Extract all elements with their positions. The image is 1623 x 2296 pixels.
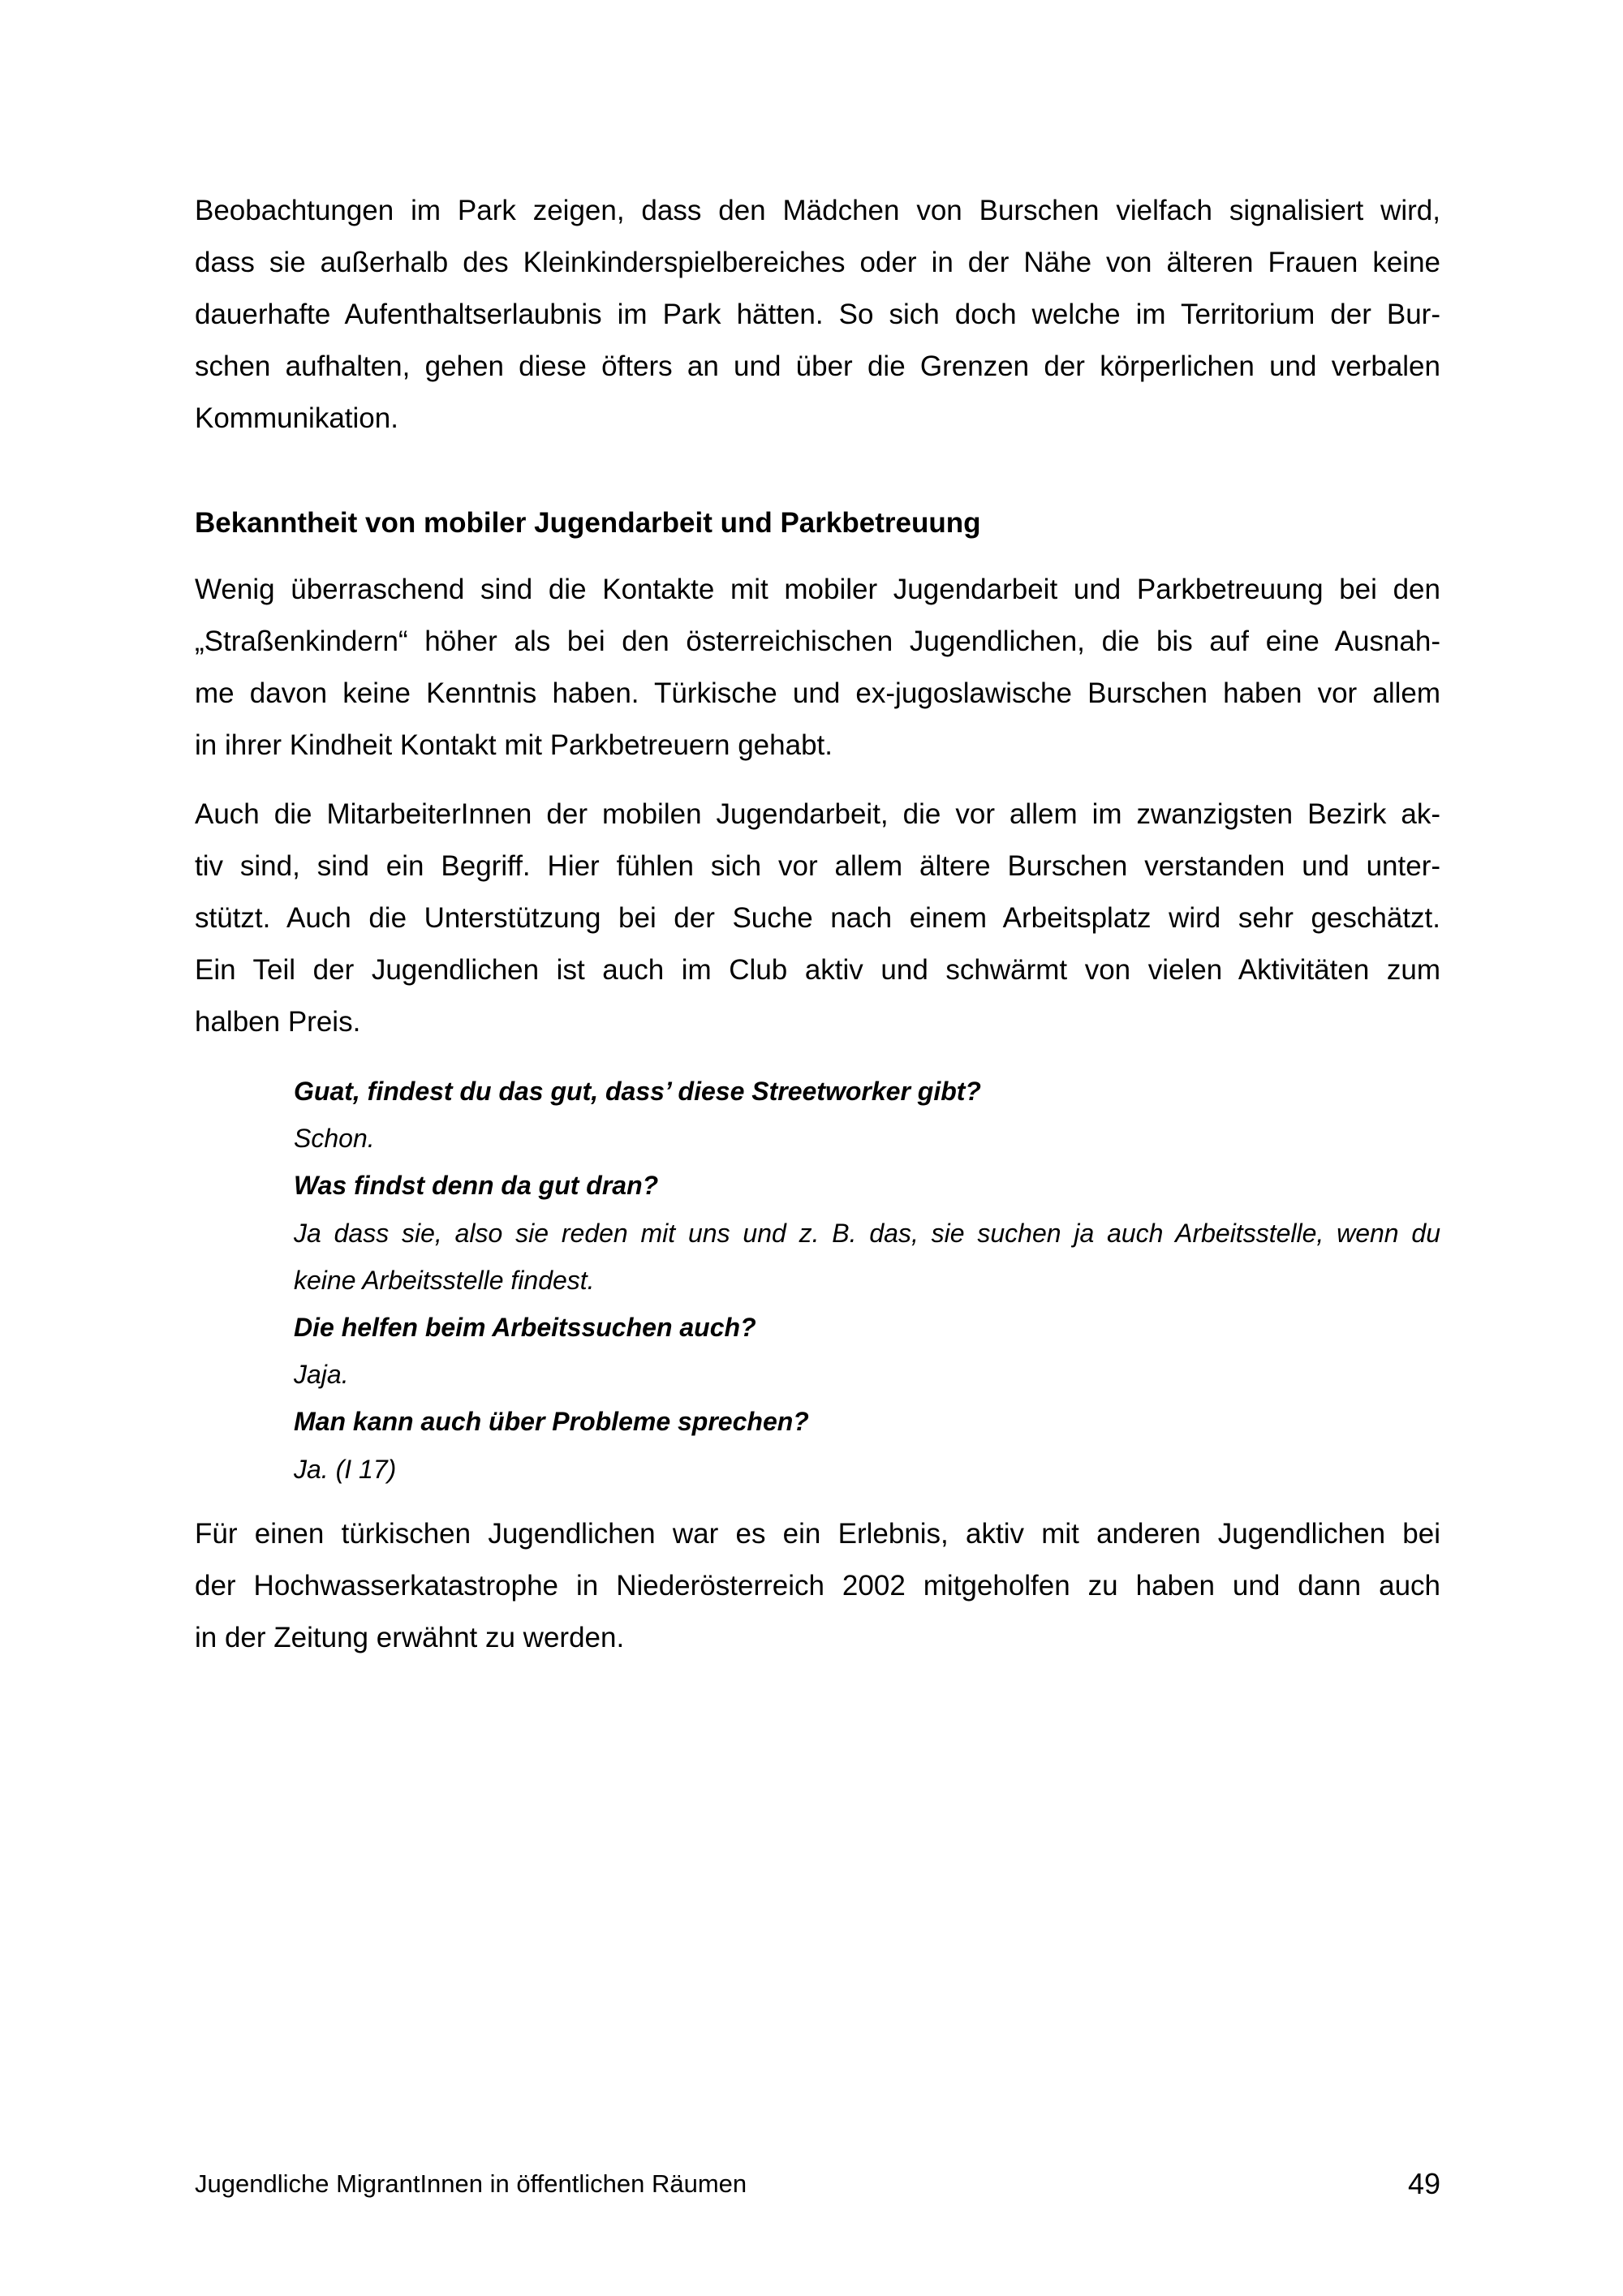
text-line: schen aufhalten, gehen diese öfters an und über die Grenzen der körperlichen und verbalen (195, 350, 1440, 382)
interviewer-question: Man kann auch über Probleme sprechen? (294, 1407, 809, 1437)
interviewer-question: Die helfen beim Arbeitssuchen auch? (294, 1312, 756, 1342)
interviewee-answer: Jaja. (294, 1360, 349, 1390)
text-line: Kommunikation. (195, 402, 398, 434)
text-line: in ihrer Kindheit Kontakt mit Parkbetreuern gehabt. (195, 729, 833, 761)
paragraph-contacts (195, 564, 1440, 772)
text-line: me davon keine Kenntnis haben. Türkische und ex-jugoslawische Burschen haben vor allem (195, 677, 1440, 709)
text-line: stützt. Auch die Unterstützung bei der Suche nach einem Arbeitsplatz wird sehr geschätzt. (195, 902, 1440, 934)
paragraph-flood-experience (195, 1508, 1440, 1664)
section-heading: Bekanntheit von mobiler Jugendarbeit und Parkbetreuung (195, 507, 981, 539)
text-line: Ein Teil der Jugendlichen ist auch im Club aktiv und schwärmt von vielen Aktivitäten zum (195, 954, 1440, 986)
interviewee-answer: Schon. (294, 1124, 375, 1154)
text-line: Für einen türkischen Jugendlichen war es ein Erlebnis, aktiv mit anderen Jugendlichen bei (195, 1518, 1440, 1550)
interview-excerpt (294, 1068, 1440, 1493)
text-line: dass sie außerhalb des Kleinkinderspielbereiches oder in der Nähe von älteren Frauen keine (195, 247, 1440, 278)
text-line: in der Zeitung erwähnt zu werden. (195, 1622, 625, 1653)
page-number: 49 (1407, 2167, 1440, 2200)
interviewee-answer: keine Arbeitsstelle findest. (294, 1265, 595, 1295)
paragraph-mobile-youth-work (195, 789, 1440, 1048)
text-line: Auch die MitarbeiterInnen der mobilen Jugendarbeit, die vor allem im zwanzigsten Bezirk ak- (195, 798, 1440, 830)
interviewee-answer: Ja dass sie, also sie reden mit uns und z. B. das, sie suchen ja auch Arbeitsstelle, wenn du (294, 1218, 1440, 1248)
interviewer-question: Guat, findest du das gut, dass’ diese Streetworker gibt? (294, 1077, 981, 1106)
text-line: „Straßenkindern“ höher als bei den österreichischen Jugendlichen, die bis auf eine Ausnah- (195, 626, 1440, 657)
text-line: halben Preis. (195, 1006, 361, 1038)
text-line: Beobachtungen im Park zeigen, dass den Mädchen von Burschen vielfach signalisiert wird, (195, 195, 1440, 226)
paragraph-park-observations (195, 185, 1440, 445)
text-line: Wenig überraschend sind die Kontakte mit mobiler Jugendarbeit und Parkbetreuung bei den (195, 574, 1440, 605)
text-line: dauerhafte Aufenthaltserlaubnis im Park hätten. So sich doch welche im Territorium der Bur- (195, 299, 1440, 330)
interviewee-answer: Ja. (I 17) (294, 1454, 397, 1484)
footer-title: Jugendliche MigrantInnen in öffentlichen Räumen (195, 2169, 747, 2198)
text-line: tiv sind, sind ein Begriff. Hier fühlen sich vor allem ältere Burschen verstanden und unter- (195, 850, 1440, 882)
text-line: der Hochwasserkatastrophe in Niederösterreich 2002 mitgeholfen zu haben und dann auch (195, 1570, 1440, 1602)
interviewer-question: Was findst denn da gut dran? (294, 1171, 659, 1201)
